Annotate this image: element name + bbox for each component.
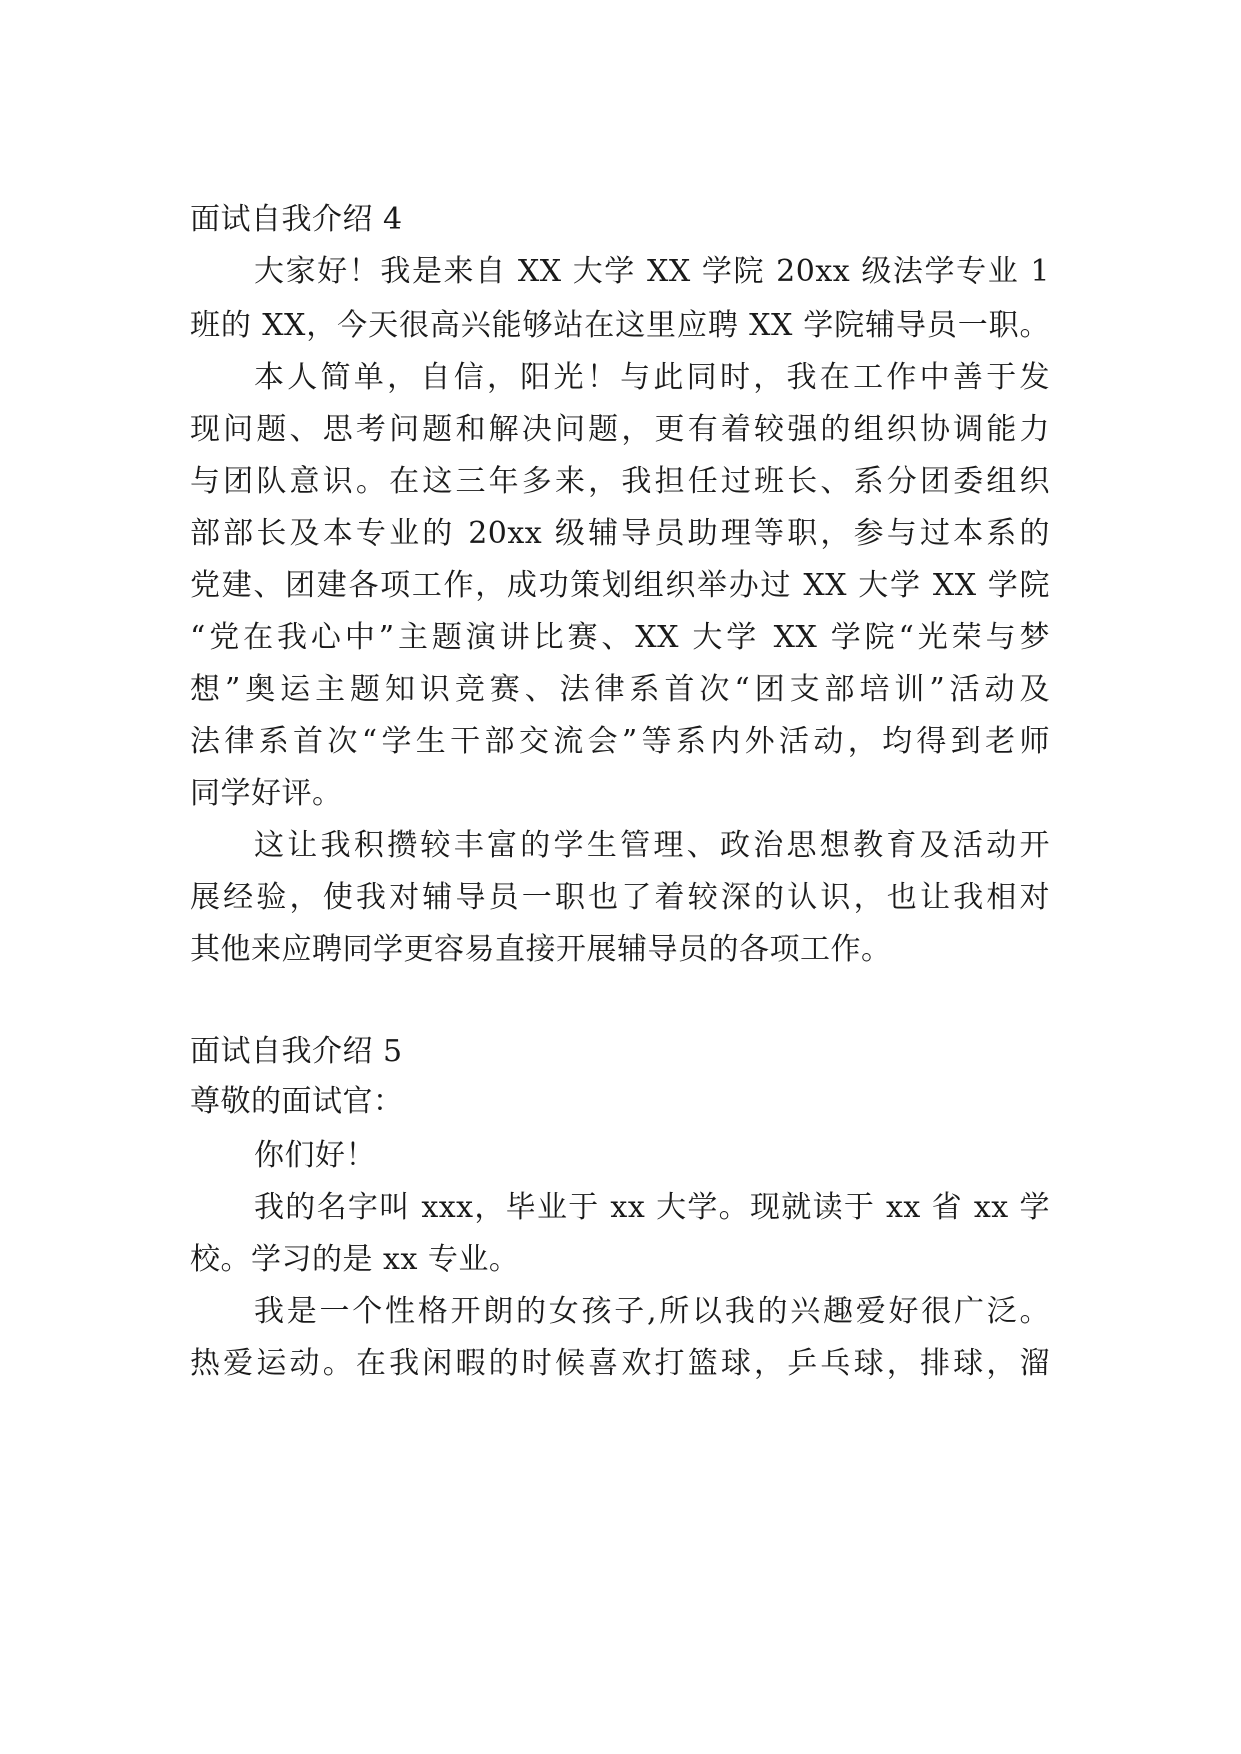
section-4-line-12: 这让我积攒较丰富的学生管理、政治思想教育及活动开 (254, 828, 1050, 863)
section-4-line-8: “党在我心中”主题演讲比赛、XX 大学 XX 学院“光荣与梦 (190, 620, 1050, 655)
section-4-line-1: 大家好！我是来自 XX 大学 XX 学院 20xx 级法学专业 1 (254, 254, 1050, 289)
section-4-line-10: 法律系首次“学生干部交流会”等系内外活动，均得到老师 (190, 724, 1050, 759)
section-4-line-4: 现问题、思考问题和解决问题，更有着较强的组织协调能力 (190, 412, 1050, 447)
section-5-line-3: 我是一个性格开朗的女孩子,所以我的兴趣爱好很广泛。 (254, 1294, 1050, 1329)
section-4-line-9: 想”奥运主题知识竞赛、法律系首次“团支部培训”活动及 (190, 672, 1050, 707)
section-4-line-3: 本人简单，自信，阳光！与此同时，我在工作中善于发 (254, 360, 1050, 395)
section-4-line-5: 与团队意识。在这三年多来，我担任过班长、系分团委组织 (190, 464, 1050, 499)
section-4-line-11: 同学好评。 (190, 776, 343, 811)
section-5-heading: 面试自我介绍 5 (190, 1034, 403, 1069)
section-5-line-4: 热爱运动。在我闲暇的时候喜欢打篮球，乒乓球，排球，溜 (190, 1346, 1050, 1381)
section-4-line-7: 党建、团建各项工作，成功策划组织举办过 XX 大学 XX 学院 (190, 568, 1050, 603)
section-4-line-2: 班的 XX，今天很高兴能够站在这里应聘 XX 学院辅导员一职。 (190, 308, 1050, 343)
section-4-heading: 面试自我介绍 4 (190, 202, 403, 237)
section-5-greeting: 你们好！ (254, 1138, 376, 1173)
section-5-line-1: 我的名字叫 xxx，毕业于 xx 大学。现就读于 xx 省 xx 学 (254, 1190, 1050, 1225)
section-5-line-2: 校。学习的是 xx 专业。 (190, 1242, 520, 1277)
section-4-line-6: 部部长及本专业的 20xx 级辅导员助理等职，参与过本系的 (190, 516, 1050, 551)
section-4-line-13: 展经验，使我对辅导员一职也了着较深的认识，也让我相对 (190, 880, 1050, 915)
section-5-salutation: 尊敬的面试官： (190, 1084, 404, 1119)
section-4-line-14: 其他来应聘同学更容易直接开展辅导员的各项工作。 (190, 932, 892, 967)
